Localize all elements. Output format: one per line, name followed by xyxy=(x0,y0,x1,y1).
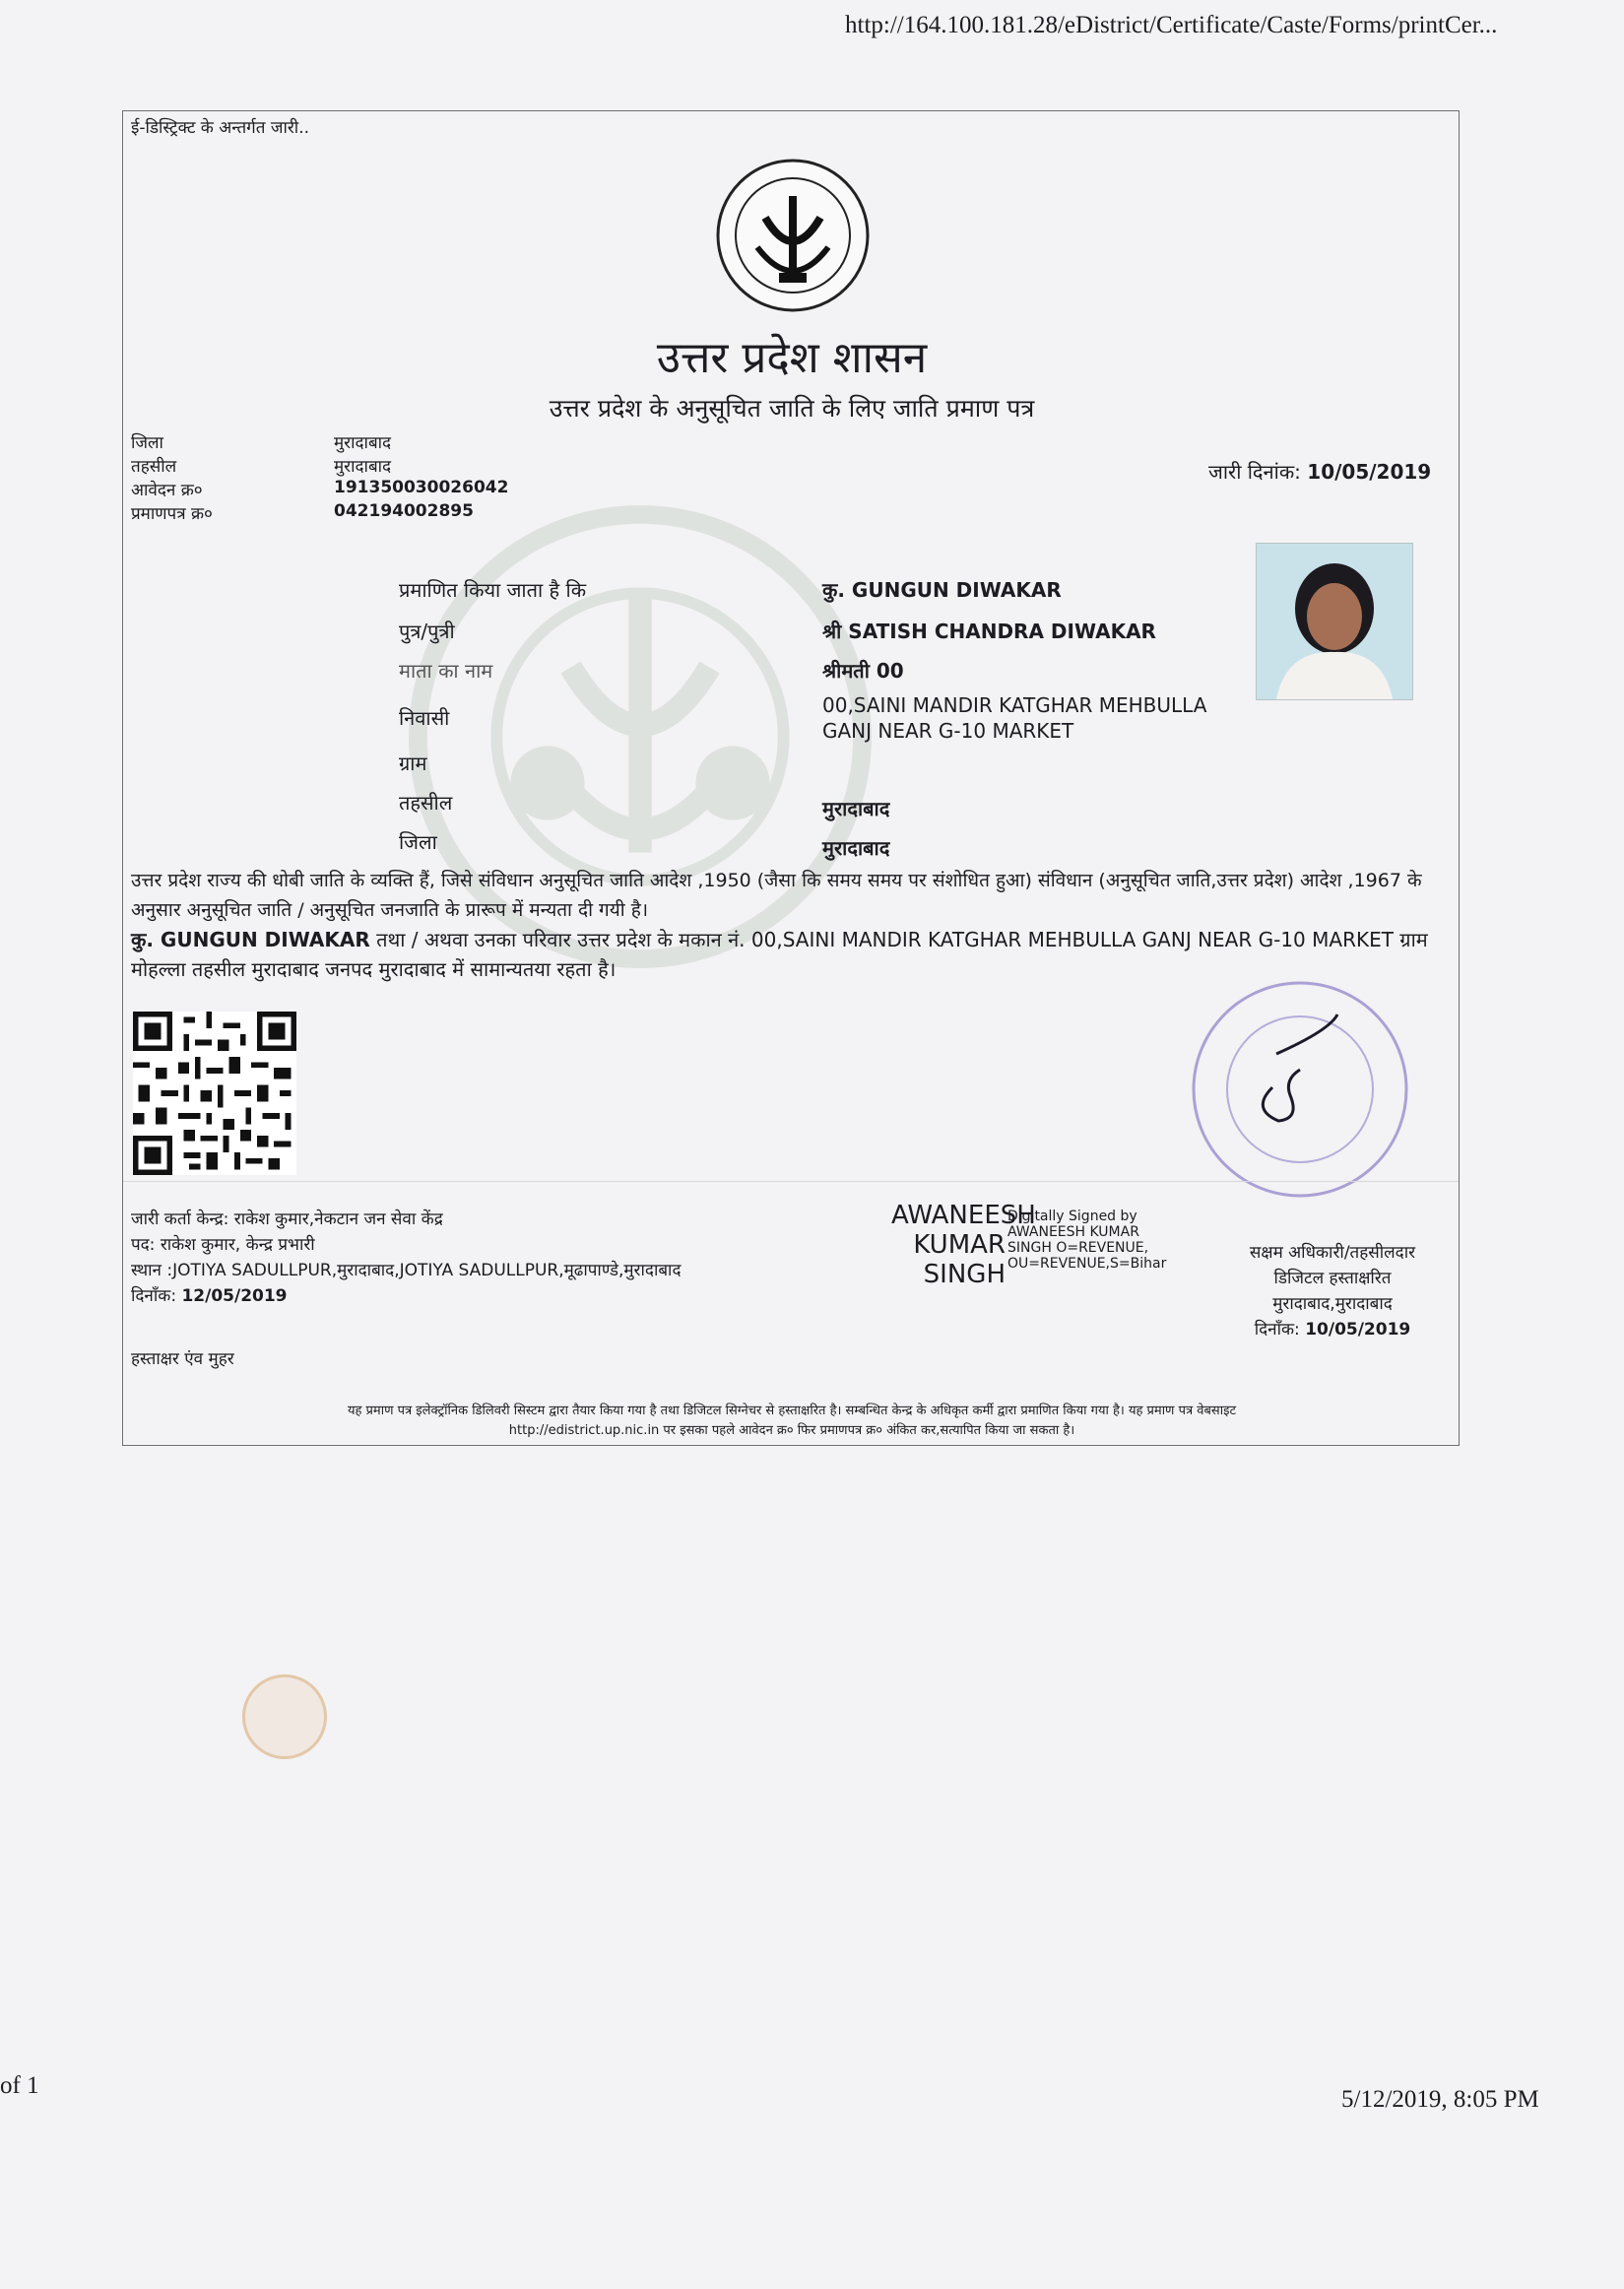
field-label-resident: निवासी xyxy=(399,706,450,730)
field-label-tehsil: तहसील xyxy=(399,791,453,815)
signer-name-line-2: KUMAR xyxy=(913,1230,1006,1260)
signature-meta-line-2: AWANEESH KUMAR xyxy=(1007,1224,1139,1240)
signature-seal-label: हस्ताक्षर एंव मुहर xyxy=(131,1349,234,1369)
issuer-center: जारी कर्ता केन्द्र: राकेश कुमार,नेकटान जन सेवा केंद्र xyxy=(131,1210,443,1229)
issued-under-label: ई-डिस्ट्रिक्ट के अन्तर्गत जारी.. xyxy=(131,118,310,138)
paper-stain xyxy=(242,1674,327,1759)
section-divider xyxy=(123,1181,1459,1182)
authority-digital-signed: डिजिटल हस्ताक्षरित xyxy=(1273,1269,1392,1288)
certificate-subtitle: उत्तर प्रदेश के अनुसूचित जाति के लिए जाति प्रमाण पत्र xyxy=(549,394,1035,423)
field-value-mother: श्रीमती 00 xyxy=(822,659,904,683)
body-residence-text: तथा / अथवा उनका परिवार उत्तर प्रदेश के मकान नं. 00,SAINI MANDIR KATGHAR MEHBULLA GANJ NEAR G-10 MARKET ग्राम मोहल्ला तहसील मुरादाबाद जनपद मुरादाबाद में सामान्यतया रहता है। xyxy=(131,928,1428,981)
meta-label-application-no: आवेदन क्र० xyxy=(131,481,203,500)
issue-date xyxy=(1208,458,1431,485)
field-label-child-of: पुत्र/पुत्री xyxy=(399,620,455,643)
field-label-village: ग्राम xyxy=(399,752,427,775)
field-value-father: श्री SATISH CHANDRA DIWAKAR xyxy=(822,620,1156,643)
issuer-post: पद: राकेश कुमार, केन्द्र प्रभारी xyxy=(131,1235,315,1255)
authority-date-value: 10/05/2019 xyxy=(1305,1320,1411,1340)
issuer-place: स्थान :JOTIYA SADULLPUR,मुरादाबाद,JOTIYA SADULLPUR,मूढापाण्डे,मुरादाबाद xyxy=(131,1261,682,1280)
issue-date-value: 10/05/2019 xyxy=(1307,460,1432,484)
issuer-date-value: 12/05/2019 xyxy=(181,1286,288,1306)
digital-signer-name xyxy=(891,1201,1036,1289)
meta-value-application-no: 191350030026042 xyxy=(334,478,509,497)
browser-print-url: http://164.100.181.28/eDistrict/Certificate/Caste/Forms/printCer... xyxy=(845,12,1498,38)
authority-title: सक्षम अधिकारी/तहसीलदार xyxy=(1249,1243,1416,1263)
meta-label-certificate-no: प्रमाणपत्र क्र० xyxy=(131,504,213,524)
meta-value-certificate-no: 042194002895 xyxy=(334,501,474,521)
field-value-name: कु. GUNGUN DIWAKAR xyxy=(822,578,1062,602)
meta-value-tehsil: मुरादाबाद xyxy=(334,457,392,477)
digital-signature-meta xyxy=(1007,1209,1166,1272)
signature-meta-line-3: SINGH O=REVENUE, xyxy=(1007,1240,1149,1256)
body-name: कु. GUNGUN DIWAKAR xyxy=(131,928,370,951)
meta-label-tehsil: तहसील xyxy=(131,457,177,477)
authority-location: मुरादाबाद,मुरादाबाद xyxy=(1272,1294,1393,1314)
signer-name-line-3: SINGH xyxy=(923,1260,1006,1289)
certificate-title: उत्तर प्रदेश शासन xyxy=(656,333,928,383)
field-value-address: 00,SAINI MANDIR KATGHAR MEHBULLA GANJ NEAR G-10 MARKET xyxy=(822,693,1207,743)
verification-note-1: यह प्रमाण पत्र इलेक्ट्रॉनिक डिलिवरी सिस्टम द्वारा तैयार किया गया है तथा डिजिटल सिग्नेचर से हस्ताक्षरित है। सम्बन्धित केन्द्र के अधिकृत कर्मी द्वारा प्रमाणित किया गया है। यह प्रमाण पत्र वेबसाइट xyxy=(347,1404,1237,1418)
signer-name-line-1: AWANEESH xyxy=(891,1201,1036,1230)
verification-note-2: http://edistrict.up.nic.in पर इसका पहले आवेदन क्र० फिर प्रमाणपत्र क्र० अंकित कर,सत्यापित किया जा सकता है। xyxy=(508,1423,1075,1438)
qr-code-icon xyxy=(133,1012,296,1175)
field-label-certified: प्रमाणित किया जाता है कि xyxy=(399,578,587,602)
up-govt-emblem-icon xyxy=(714,157,872,314)
issuer-date-label: दिनाँक: xyxy=(131,1286,177,1306)
issue-date-label: जारी दिनांक: xyxy=(1208,460,1301,484)
field-label-district: जिला xyxy=(399,830,437,854)
jan-seva-kendra-seal-icon xyxy=(1182,971,1418,1208)
signature-meta-line-4: OU=REVENUE,S=Bihar xyxy=(1007,1256,1167,1272)
signature-meta-line-1: Digitally Signed by xyxy=(1007,1209,1137,1224)
authority-date xyxy=(1216,1317,1449,1340)
field-label-mother: माता का नाम xyxy=(399,659,493,683)
field-value-district: मुरादाबाद xyxy=(822,836,890,860)
person-portrait-icon xyxy=(1257,544,1412,699)
meta-value-district: मुरादाबाद xyxy=(334,433,392,453)
certificate-body-caste: उत्तर प्रदेश राज्य की धोबी जाति के व्यक्ति हैं, जिसे संविधान अनुसूचित जाति आदेश ,1950 (जैसा कि समय समय पर संशोधित हुआ) संविधान (अनुसूचित जाति,उत्तर प्रदेश) आदेश ,1967 के अनुसार अनुसूचित जाति / अनुसूचित जनजाति के प्रारूप में मन्यता दी गयी है। xyxy=(131,870,1422,921)
caste-certificate xyxy=(122,110,1460,1446)
print-datetime: 5/12/2019, 8:05 PM xyxy=(1341,2086,1539,2113)
field-value-tehsil: मुरादाबाद xyxy=(822,797,890,820)
applicant-photo xyxy=(1256,543,1413,700)
page-count: of 1 xyxy=(0,2072,39,2099)
meta-label-district: जिला xyxy=(131,433,163,453)
issuer-date xyxy=(131,1283,288,1306)
authority-date-label: दिनाँक: xyxy=(1254,1320,1300,1340)
